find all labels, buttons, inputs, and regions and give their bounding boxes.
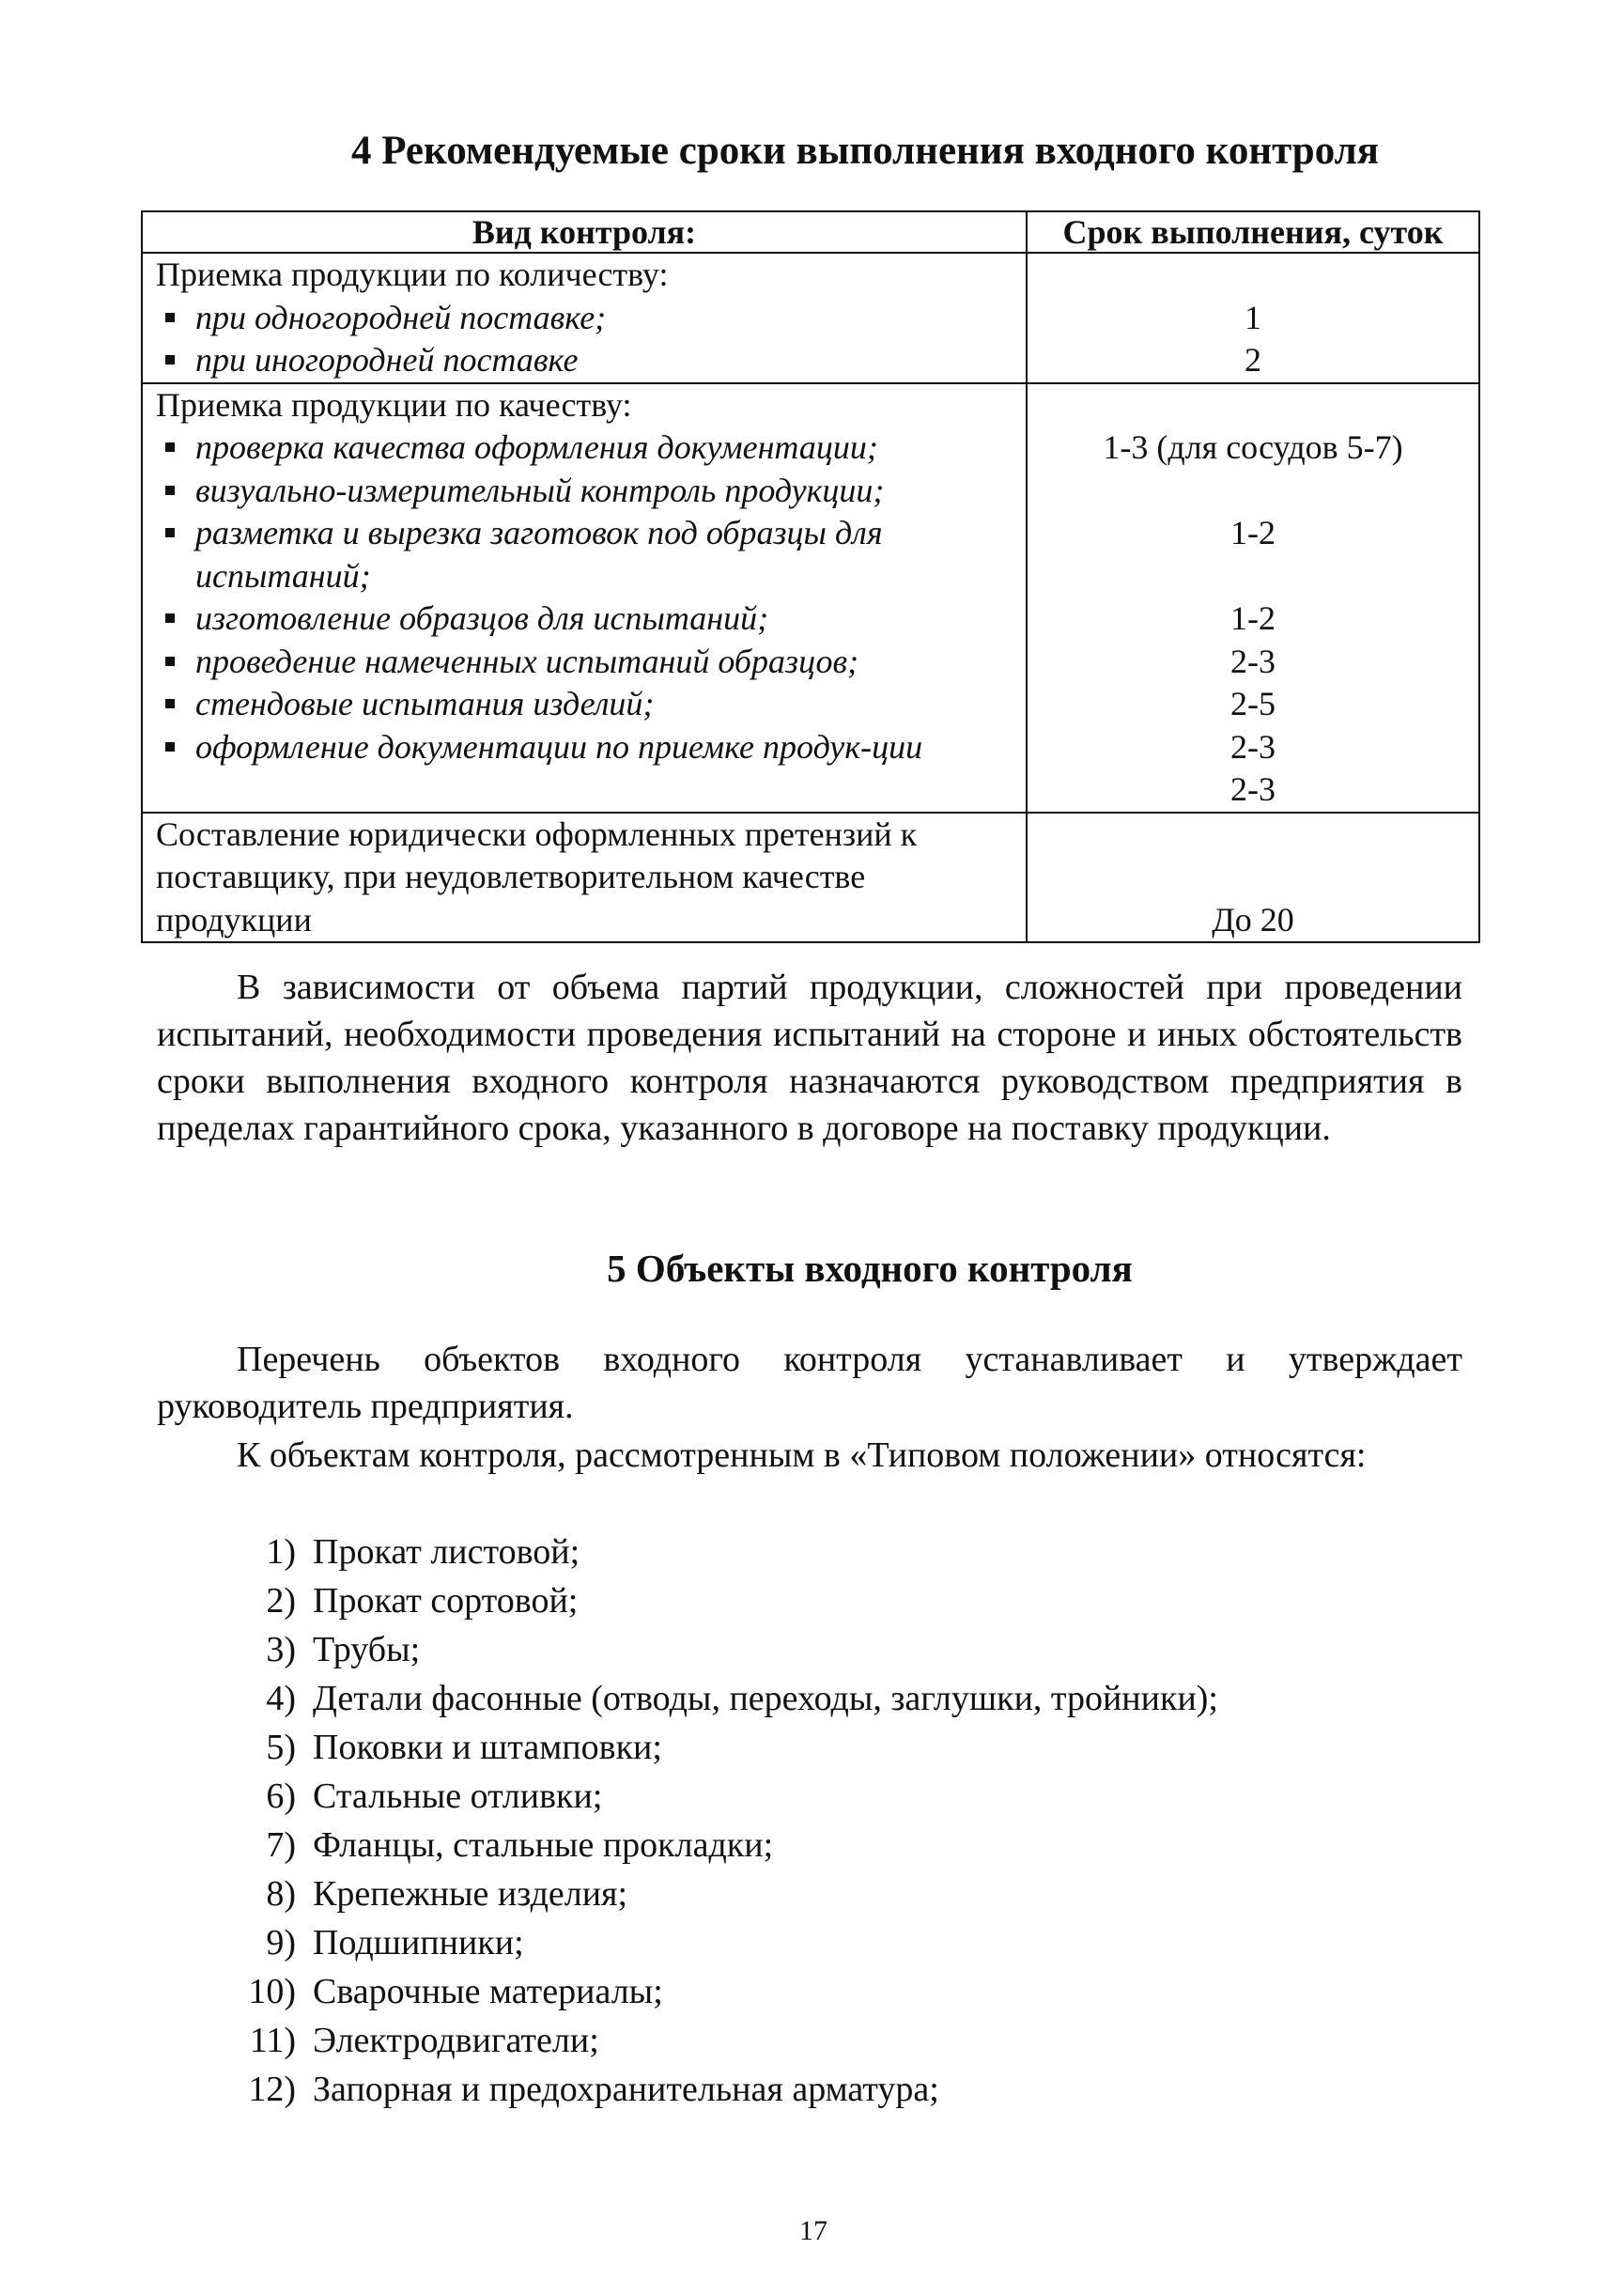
- page-number: 17: [799, 2215, 827, 2246]
- table-row: [142, 813, 1479, 943]
- section-5-heading: 5 Объекты входного контроля: [607, 1247, 1133, 1290]
- inspection-terms-table: [141, 210, 1480, 943]
- list-item: при одногородней поставке;: [156, 297, 1013, 340]
- header-control-type: Вид контроля:: [142, 211, 1027, 253]
- list-item: проведение намеченных испытаний образцов;: [156, 641, 1013, 684]
- section-4-heading: 4 Рекомендуемые сроки выполнения входного контроля: [350, 129, 1380, 173]
- list-item: проверка качества оформления документации;: [156, 427, 1013, 470]
- quality-heading: Приемка продукции по качеству:: [156, 385, 632, 424]
- table-row: [142, 253, 1479, 383]
- header-term-days: Срок выполнения, суток: [1027, 211, 1479, 253]
- table-header-row: [142, 211, 1479, 253]
- section-4-note: В зависимости от объема партий продукции, сложностей при проведении испытаний, необходимости проведения испытаний на стороне и иных обстоятельств сроки выполнения входного контроля назначаются руководством предприятия в пределах гарантийного срока, указанного в договоре на поставку продукции.: [157, 968, 1462, 1148]
- term-value: 2-3: [1230, 770, 1276, 808]
- list-item: стендовые испытания изделий;: [156, 683, 1013, 726]
- list-item: визуально-измерительный контроль продукции;: [156, 470, 1013, 513]
- term-value: 2-3: [1230, 727, 1276, 766]
- claims-cell: Составление юридически оформленных претензий к поставщику, при неудовлетворительном качестве продукции: [142, 813, 1027, 943]
- term-value: 2: [1245, 341, 1261, 379]
- list-item: при иногородней поставке: [156, 339, 1013, 382]
- quality-values-cell: [1027, 383, 1479, 813]
- term-value: 1-3 (для сосудов 5-7): [1103, 428, 1403, 466]
- list-item: разметка и вырезка заготовок под образцы для испытаний;: [156, 512, 1013, 597]
- section-5-lead: К объектам контроля, рассмотренным в «Типовом положении» относятся:: [237, 1435, 1367, 1475]
- term-value: 1-2: [1230, 514, 1276, 551]
- term-value: 2-5: [1230, 685, 1276, 722]
- term-value: 1: [1245, 298, 1261, 336]
- claims-value-cell: До 20: [1027, 813, 1479, 943]
- quality-cell: [142, 383, 1027, 813]
- list-item: изготовление образцов для испытаний;: [156, 597, 1013, 641]
- term-value: 1-2: [1230, 599, 1276, 637]
- term-value: 2-3: [1230, 642, 1276, 680]
- table-row: [142, 383, 1479, 813]
- list-item: оформление документации по приемке продук-ции: [156, 726, 1013, 769]
- document-page: 4 Рекомендуемые сроки выполнения входного контроля Вид контроля: Срок выполнения, суток Приемка продукции по количеству: при одногородней поставке; при иногородней поставке 1 2 Приемка продукции по качеству: проверка качества оформления документации; визуально-измерительный контроль продукции; разметка и вырезка заготовок под образцы для испытаний; изготовление образцов для испытаний; проведение намеченных испытаний образцов; стендовые испытания изделий; оформление документации по приемке продук-ции 1-3 (для сосудов 5-7) 1-2 1-2 2-3 2-5 2-3 2-3 Составление юридически оформленных претензий к поставщику, при неудовлетворительном качестве продукции До 20 В зависимости от объема партий продукции, сложностей при проведении испытаний, необходимости проведения испытаний на стороне и иных обстоятельств сроки выполнения входного контроля назначаются руководством предприятия в пределах гарантийного срока, указанного в договоре на поставку продукции. 5 Объекты входного контроля Перечень объектов входного контроля устанавливает и утверждает руководитель предприятия. К объектам контроля, рассмотренным в «Типовом положении» относятся: 1) Прокат листовой; 2) Прокат сортовой; 3) Трубы; 4) Детали фасонные (отводы, переходы, заглушки, тройники); 5) Поковки и штамповки; 6) Стальные отливки; 7) Фланцы, стальные прокладки; 8) Крепежные изделия; 9) Подшипники; 10) Сварочные материалы; 11) Электродвигатели; 12) Запорная и предохранительная арматура; 17: [0, 0, 1608, 2296]
- quantity-cell: [142, 253, 1027, 383]
- quantity-values-cell: [1027, 253, 1479, 383]
- quantity-heading: Приемка продукции по количеству:: [156, 256, 669, 293]
- section-5-intro: Перечень объектов входного контроля устанавливает и утверждает руководитель предприятия.: [157, 1340, 1462, 1426]
